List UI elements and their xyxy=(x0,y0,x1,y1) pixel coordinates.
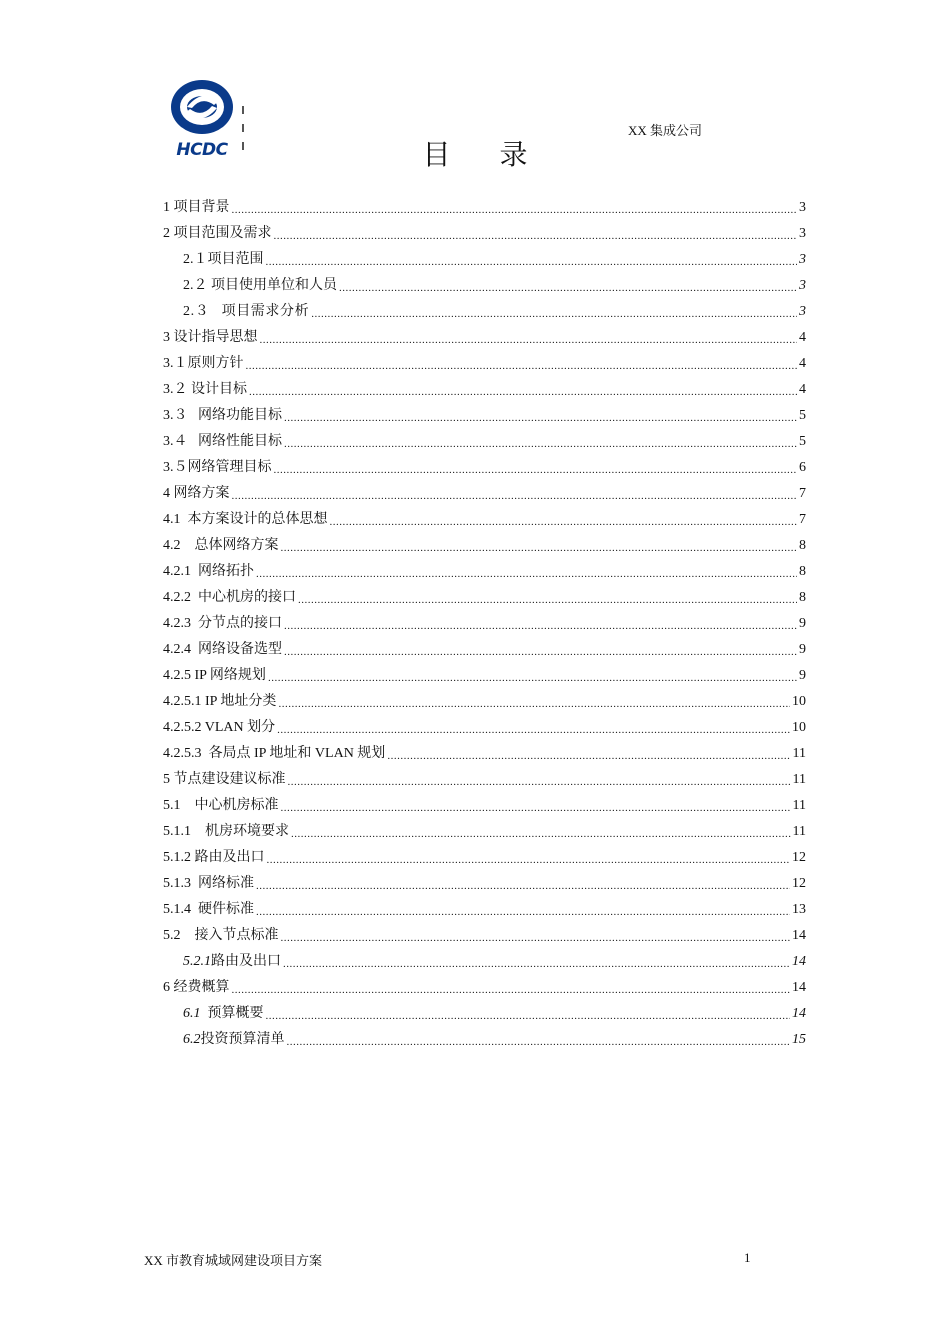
toc-entry[interactable]: 4.2.5.1 IP 地址分类 ..... 10 xyxy=(163,685,806,711)
toc-entry[interactable]: 1 项目背景 ..... 3 xyxy=(163,191,806,217)
logo-wordmark: HCDC xyxy=(176,140,228,160)
toc-entry[interactable]: 2 项目范围及需求 ..... 3 xyxy=(163,217,806,243)
hcdc-logo-icon xyxy=(168,78,236,140)
toc-entry[interactable]: 4.2 总体网络方案 ..... 8 xyxy=(163,529,806,555)
toc-entry[interactable]: 2.３ 项目需求分析 ..... 3 xyxy=(163,295,806,321)
toc-entry[interactable]: 6.1 预算概要 ..... 14 xyxy=(163,997,806,1023)
toc-entry[interactable]: 4.2.5 IP 网络规划 ..... 9 xyxy=(163,659,806,685)
footer-page-number: 1 xyxy=(744,1250,751,1265)
toc-entry[interactable]: 4.2.5.2 VLAN 划分 ..... 10 xyxy=(163,711,806,737)
toc-entry[interactable]: 5.1.3 网络标准 ..... 12 xyxy=(163,867,806,893)
toc-entry[interactable]: 3.３ 网络功能目标 ..... 5 xyxy=(163,399,806,425)
toc-entry[interactable]: 4.2.2 中心机房的接口 ..... 8 xyxy=(163,581,806,607)
table-of-contents xyxy=(163,191,806,1049)
toc-entry[interactable]: 2.１项目范围 ..... 3 xyxy=(163,243,806,269)
toc-entry[interactable]: 5.2 接入节点标准 ..... 14 xyxy=(163,919,806,945)
toc-entry[interactable]: 5.1.1 机房环境要求 ..... 11 xyxy=(163,815,806,841)
page-title: 目 录 xyxy=(422,138,548,171)
toc-entry[interactable]: 4.2.5.3 各局点 IP 地址和 VLAN 规划 ..... 11 xyxy=(163,737,806,763)
toc-entry[interactable]: 3.２ 设计目标 ..... 4 xyxy=(163,373,806,399)
toc-entry[interactable]: 3.５网络管理目标 ..... 6 xyxy=(163,451,806,477)
toc-entry[interactable]: 5.1.2 路由及出口 ..... 12 xyxy=(163,841,806,867)
toc-entry[interactable]: 4 网络方案 ..... 7 xyxy=(163,477,806,503)
toc-entry[interactable]: 5 节点建设建议标准 ..... 11 xyxy=(163,763,806,789)
toc-entry[interactable]: 3 设计指导思想 ..... 4 xyxy=(163,321,806,347)
footer-document-title: XX 市教育城域网建设项目方案 xyxy=(144,1253,323,1268)
toc-entry[interactable]: 4.1 本方案设计的总体思想 ..... 7 xyxy=(163,503,806,529)
toc-entry[interactable]: 6.2投资预算清单 ..... 15 xyxy=(163,1023,806,1049)
toc-entry[interactable]: 5.1.4 硬件标准 ..... 13 xyxy=(163,893,806,919)
toc-entry[interactable]: 4.2.4 网络设备选型 ..... 9 xyxy=(163,633,806,659)
toc-entry[interactable]: 2.２ 项目使用单位和人员 ..... 3 xyxy=(163,269,806,295)
toc-entry[interactable]: 3.１原则方针 ..... 4 xyxy=(163,347,806,373)
toc-entry[interactable]: 4.2.1 网络拓扑 ..... 8 xyxy=(163,555,806,581)
toc-entry[interactable]: 4.2.3 分节点的接口 ..... 9 xyxy=(163,607,806,633)
toc-entry[interactable]: 5.1 中心机房标准 ..... 11 xyxy=(163,789,806,815)
toc-entry[interactable]: 6 经费概算 ..... 14 xyxy=(163,971,806,997)
company-name: XX 集成公司 xyxy=(628,123,703,138)
toc-entry[interactable]: 3.４ 网络性能目标 ..... 5 xyxy=(163,425,806,451)
toc-entry[interactable]: 5.2.1路由及出口 ..... 14 xyxy=(163,945,806,971)
